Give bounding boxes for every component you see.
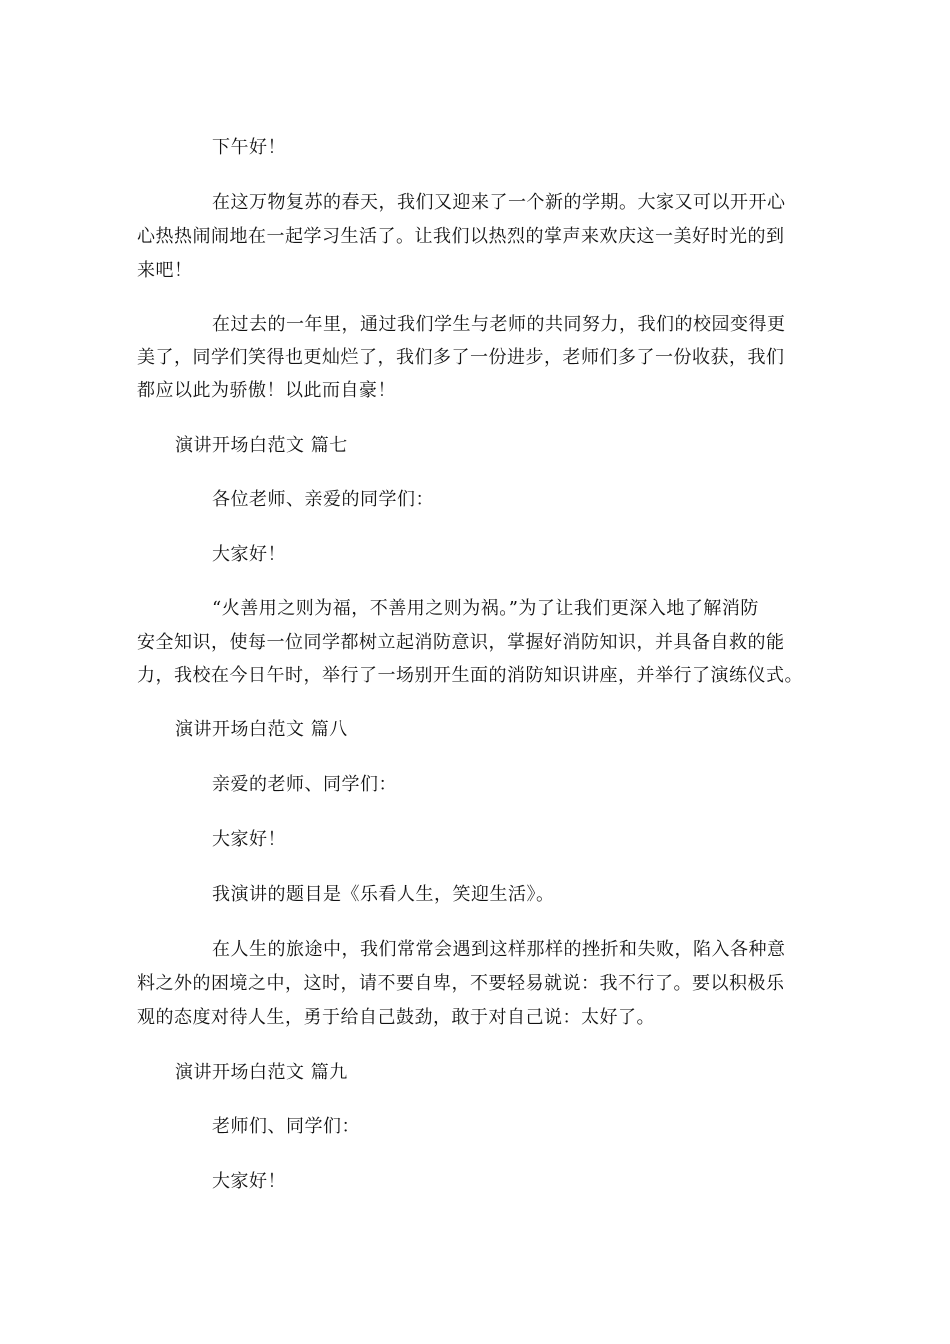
paragraph-line: 各位老师、亲爱的同学们： <box>212 489 434 510</box>
paragraph-line: 安全知识，使每一位同学都树立起消防意识，掌握好消防知识，并具备自救的能 <box>137 632 785 653</box>
paragraph-line: 都应以此为骄傲！以此而自豪！ <box>137 380 396 401</box>
paragraph-line: 大家好！ <box>212 544 286 565</box>
paragraph-line: 观的态度对待人生，勇于给自己鼓劲，敢于对自己说：太好了。 <box>137 1007 655 1028</box>
paragraph-line: 大家好！ <box>212 1171 286 1192</box>
paragraph-line: “火善用之则为福，不善用之则为祸。”为了让我们更深入地了解消防 <box>212 598 759 619</box>
paragraph-line: 在过去的一年里，通过我们学生与老师的共同努力，我们的校园变得更 <box>212 314 786 335</box>
section-heading: 演讲开场白范文 篇八 <box>175 719 348 740</box>
paragraph-line: 美了，同学们笑得也更灿烂了，我们多了一份进步，老师们多了一份收获，我们 <box>137 347 785 368</box>
paragraph-line: 来吧！ <box>137 260 193 281</box>
section-heading: 演讲开场白范文 篇九 <box>175 1062 348 1083</box>
paragraph-line: 下午好！ <box>212 137 286 158</box>
paragraph-line: 我演讲的题目是《乐看人生，笑迎生活》。 <box>212 884 555 905</box>
paragraph-line: 在这万物复苏的春天，我们又迎来了一个新的学期。大家又可以开开心 <box>212 192 786 213</box>
paragraph-line: 在人生的旅途中，我们常常会遇到这样那样的挫折和失败，陷入各种意 <box>212 939 786 960</box>
section-heading: 演讲开场白范文 篇七 <box>175 435 348 456</box>
paragraph-line: 料之外的困境之中，这时，请不要自卑，不要轻易就说：我不行了。要以积极乐 <box>137 973 785 994</box>
paragraph-line: 大家好！ <box>212 829 286 850</box>
paragraph-line: 亲爱的老师、同学们： <box>212 774 397 795</box>
paragraph-line: 力，我校在今日午时，举行了一场别开生面的消防知识讲座，并举行了演练仪式。 <box>137 665 803 686</box>
paragraph-line: 老师们、同学们： <box>212 1116 360 1137</box>
paragraph-line: 心热热闹闹地在一起学习生活了。让我们以热烈的掌声来欢庆这一美好时光的到 <box>137 226 785 247</box>
